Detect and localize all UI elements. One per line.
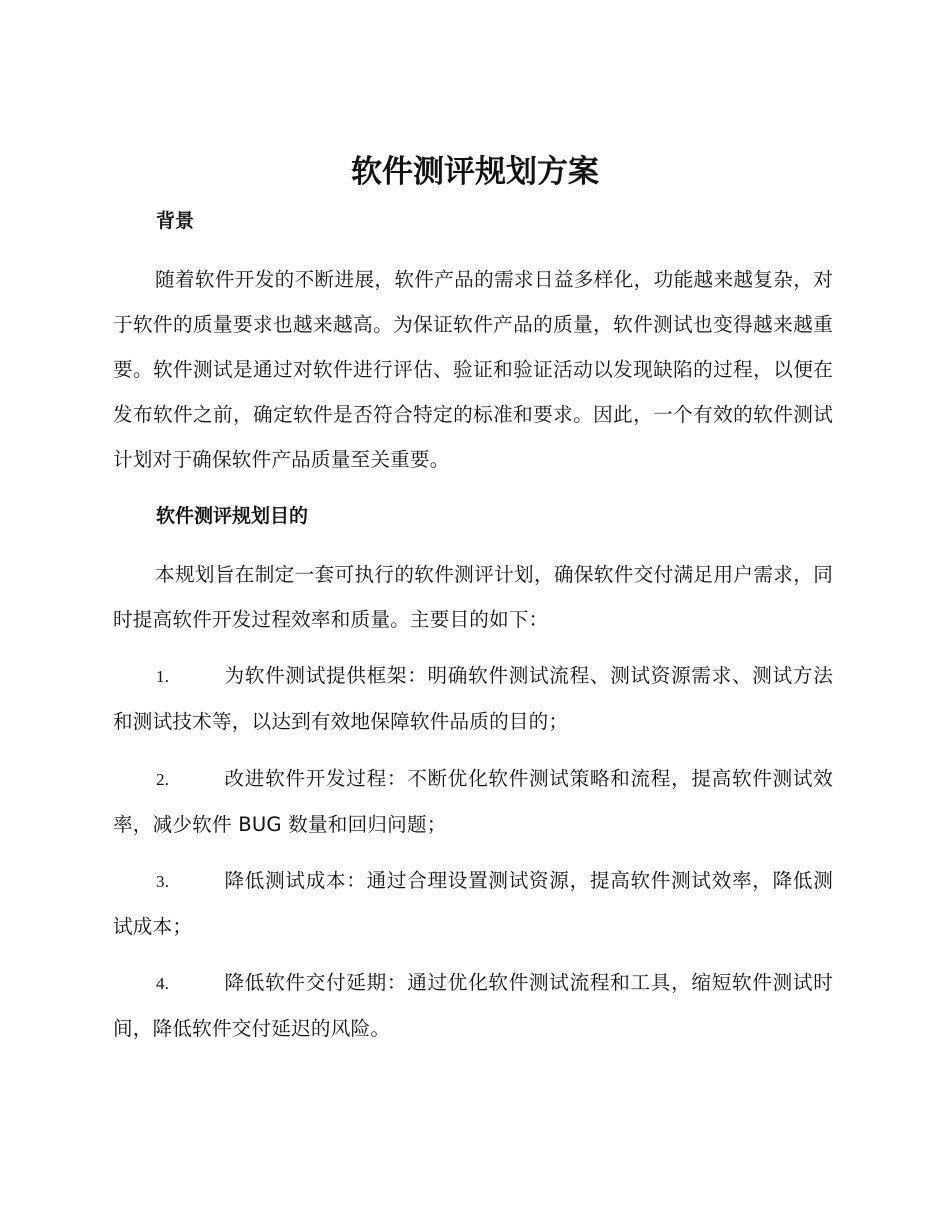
document-title: 软件测评规划方案 [351, 154, 599, 190]
list-item [113, 756, 833, 847]
list-item-number: 1. [156, 667, 170, 686]
list-item-text: 降低软件交付延期：通过优化软件测试流程和工具，缩短软件测试时间，降低软件交付延迟的风险。 [113, 971, 833, 1040]
list-item-number: 3. [156, 872, 170, 891]
list-item [113, 858, 833, 949]
list-item [113, 653, 833, 744]
background-paragraph: 随着软件开发的不断进展，软件产品的需求日益多样化，功能越来越复杂，对于软件的质量要求也越来越高。为保证软件产品的质量，软件测试也变得越来越重要。软件测试是通过对软件进行评估、验证和验证活动以发现缺陷的过程，以便在发布软件之前，确定软件是否符合特定的标准和要求。因此，一个有效的软件测试计划对于确保软件产品质量至关重要。 [113, 268, 833, 471]
list-item-number: 2. [156, 770, 170, 789]
list-item-number: 4. [156, 974, 170, 993]
list-item [113, 960, 833, 1051]
section-heading-background: 背景 [156, 210, 195, 232]
list-item-text: 改进软件开发过程：不断优化软件测试策略和流程，提高软件测试效率，减少软件 BUG 数量和回归问题； [113, 767, 833, 836]
purpose-paragraph: 本规划旨在制定一套可执行的软件测评计划，确保软件交付满足用户需求，同时提高软件开发过程效率和质量。主要目的如下： [113, 563, 833, 631]
list-item-text: 降低测试成本：通过合理设置测试资源，提高软件测试效率，降低测试成本； [113, 869, 833, 938]
section-heading-purpose: 软件测评规划目的 [156, 505, 309, 527]
list-item-text: 为软件测试提供框架：明确软件测试流程、测试资源需求、测试方法和测试技术等，以达到有效地保障软件品质的目的； [113, 664, 833, 733]
